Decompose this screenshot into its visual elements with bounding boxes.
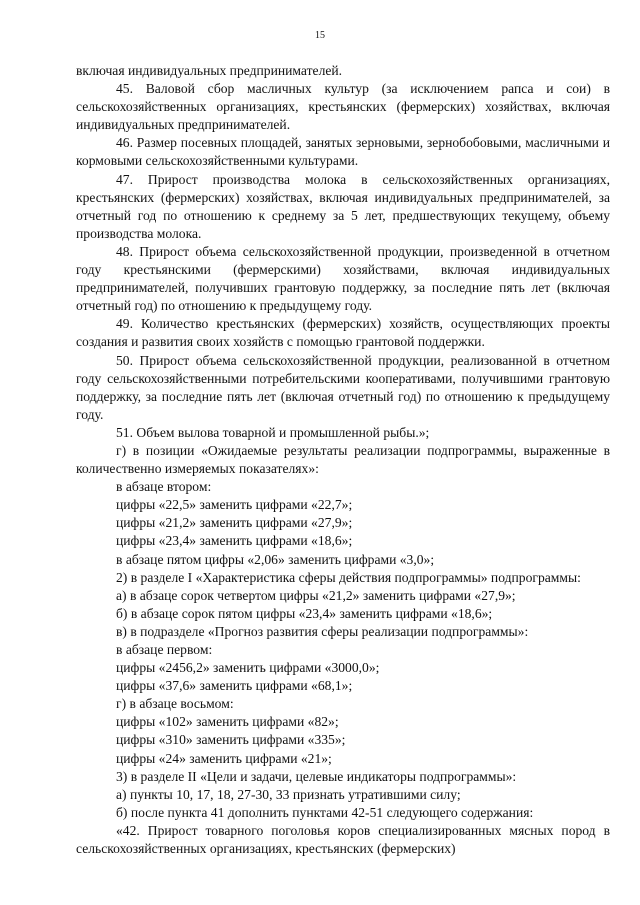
paragraph: в абзаце втором: xyxy=(116,479,212,495)
paragraph: а) пункты 10, 17, 18, 27-30, 33 признать утратившими силу; xyxy=(116,786,461,802)
paragraph: 49. Количество крестьянских (фермерских) хозяйств, осуществляющих проекты создания и развития своих хозяйств с помощью грантовой поддержки. xyxy=(76,316,610,350)
paragraph: а) в абзаце сорок четвертом цифры «21,2» заменить цифрами «27,9»; xyxy=(116,587,516,603)
paragraph: 47. Прирост производства молока в сельскохозяйственных организациях, крестьянских (фермерских) хозяйствах, включая индивидуальных предпринимателей, за отчетный год по отношению к среднему за 5 лет, предшествующих текущему, объему производства молока. xyxy=(76,171,610,241)
paragraph: 3) в разделе II «Цели и задачи, целевые индикаторы подпрограммы»: xyxy=(116,768,517,784)
paragraph: 46. Размер посевных площадей, занятых зерновыми, зернобобовыми, масличными и кормовыми сельскохозяйственными культурами. xyxy=(76,135,610,169)
paragraph: г) в абзаце восьмом: xyxy=(116,696,234,712)
paragraph: в абзаце пятом цифры «2,06» заменить цифрами «3,0»; xyxy=(116,551,435,567)
paragraph: цифры «310» заменить цифрами «335»; xyxy=(116,732,346,748)
paragraph: цифры «2456,2» заменить цифрами «3000,0»; xyxy=(116,660,380,676)
page-number: 15 xyxy=(315,30,325,41)
paragraph: в абзаце первом: xyxy=(116,642,213,657)
document-body xyxy=(76,62,610,858)
paragraph: 45. Валовой сбор масличных культур (за исключением рапса и сои) в сельскохозяйственных организациях, крестьянских (фермерских) хозяйствах, включая индивидуальных предпринимателей. xyxy=(76,81,610,133)
paragraph: 2) в разделе I «Характеристика сферы действия подпрограммы» подпрограммы: xyxy=(116,569,581,585)
paragraph: цифры «22,5» заменить цифрами «22,7»; xyxy=(116,497,353,513)
paragraph: г) в позиции «Ожидаемые результаты реализации подпрограммы, выраженные в количественно измеряемых показателях»: xyxy=(76,442,610,477)
paragraph: цифры «23,4» заменить цифрами «18,6»; xyxy=(116,533,353,549)
paragraph: цифры «24» заменить цифрами «21»; xyxy=(116,750,332,766)
paragraph: в) в подразделе «Прогноз развития сферы реализации подпрограммы»: xyxy=(116,623,529,639)
paragraph: цифры «37,6» заменить цифрами «68,1»; xyxy=(116,678,353,694)
paragraph: цифры «102» заменить цифрами «82»; xyxy=(116,714,339,730)
paragraph: б) в абзаце сорок пятом цифры «23,4» заменить цифрами «18,6»; xyxy=(116,605,493,621)
paragraph: 51. Объем вылова товарной и промышленной рыбы.»; xyxy=(116,424,430,440)
paragraph: цифры «21,2» заменить цифрами «27,9»; xyxy=(116,515,353,531)
paragraph: б) после пункта 41 дополнить пунктами 42-51 следующего содержания: xyxy=(116,804,534,820)
paragraph: 50. Прирост объема сельскохозяйственной продукции, реализованной в отчетном году сельскохозяйственными потребительскими кооперативами, получившими грантовую поддержку, за последние пять лет (включая отчетный год) по отношению к предыдущему году. xyxy=(76,352,610,422)
paragraph: «42. Прирост товарного поголовья коров специализированных мясных пород в сельскохозяйственных организациях, крестьянских (фермерских) xyxy=(76,822,610,857)
paragraph: включая индивидуальных предпринимателей. xyxy=(76,63,343,78)
paragraph: 48. Прирост объема сельскохозяйственной продукции, произведенной в отчетном году крестьянскими (фермерскими) хозяйствами, включая индивидуальных предпринимателей, получивших грантовую поддержку, за последние пять лет (включая отчетный год) по отношению к предыдущему году. xyxy=(76,243,610,314)
